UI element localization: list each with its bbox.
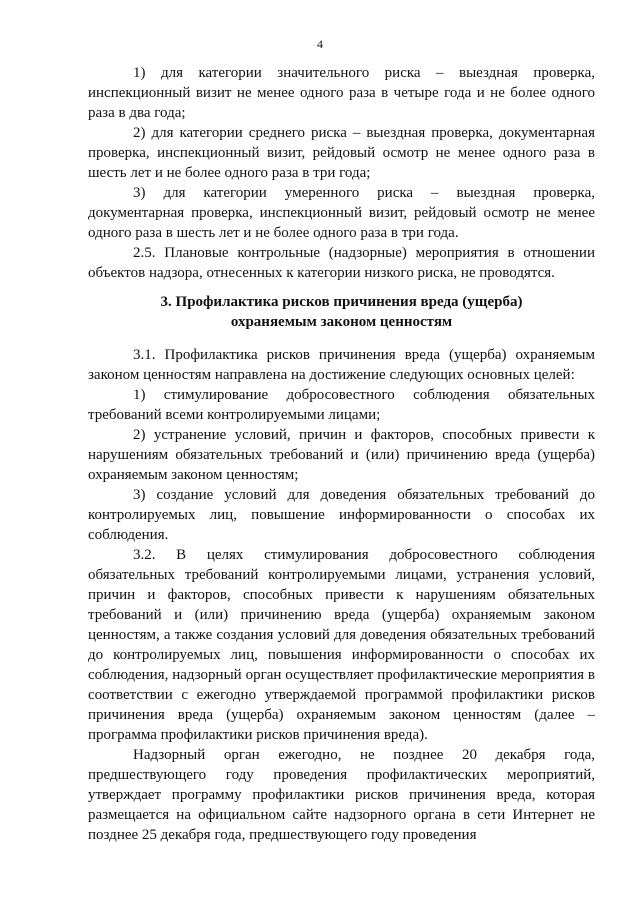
paragraph-3-1: 3.1. Профилактика рисков причинения вреда (ущерба) охраняемым законом ценностям направлена на достижение следующих основных целей: [88,347,595,383]
paragraph-2-5: 2.5. Плановые контрольные (надзорные) мероприятия в отношении объектов надзора, отнесенных к категории низкого риска, не проводятся. [88,245,595,281]
paragraph-goal-2: 2) устранение условий, причин и факторов, способных привести к нарушениям обязательных требований и (или) причинению вреда (ущерба) охраняемым законом ценностям; [88,427,595,483]
paragraph-annual-program: Надзорный орган ежегодно, не позднее 20 декабря года, предшествующего году проведения профилактических мероприятий, утверждает программу профилактики рисков причинения вреда, которая размещается на официальном сайте надзорного органа в сети Интернет не позднее 25 декабря года, предшествующего году проведения [88,747,595,843]
paragraph-goal-3: 3) создание условий для доведения обязательных требований до контролируемых лиц, повышение информированности о способах их соблюдения. [88,487,595,543]
page-number: 4 [317,37,323,51]
paragraph-medium-risk: 2) для категории среднего риска – выездная проверка, документарная проверка, инспекционный визит, рейдовый осмотр не менее одного раза в шесть лет и не более одного раза в три года; [88,125,595,181]
section-heading [88,292,595,332]
section-heading-line-1: 3. Профилактика рисков причинения вреда (ущерба) [160,294,523,310]
risk-category-list [88,63,595,283]
paragraph-moderate-risk: 3) для категории умеренного риска – выездная проверка, документарная проверка, инспекционный визит, рейдовый осмотр не менее одного раза в шесть лет и не более одного раза в три года. [88,185,595,241]
paragraph-significant-risk: 1) для категории значительного риска – выездная проверка, инспекционный визит не менее одного раза в четыре года и не более одного раза в два года; [88,65,595,121]
paragraph-3-2: 3.2. В целях стимулирования добросовестного соблюдения обязательных требований контролируемыми лицами, устранения условий, причин и факторов, способных привести к нарушениям обязательных требований и (или) причинению вреда (ущерба) охраняемым законом ценностям, а также создания условий для доведения обязательных требований до контролируемых лиц, повышения информированности о способах их соблюдения, надзорный орган осуществляет профилактические мероприятия в соответствии с ежегодно утверждаемой программой профилактики рисков причинения вреда (ущерба) охраняемым законом ценностям (далее – программа профилактики рисков причинения вреда). [88,547,595,743]
section-body [88,345,595,845]
paragraph-goal-1: 1) стимулирование добросовестного соблюдения обязательных требований всеми контролируемыми лицами; [88,387,595,423]
section-heading-line-2: охраняемым законом ценностям [230,314,453,330]
